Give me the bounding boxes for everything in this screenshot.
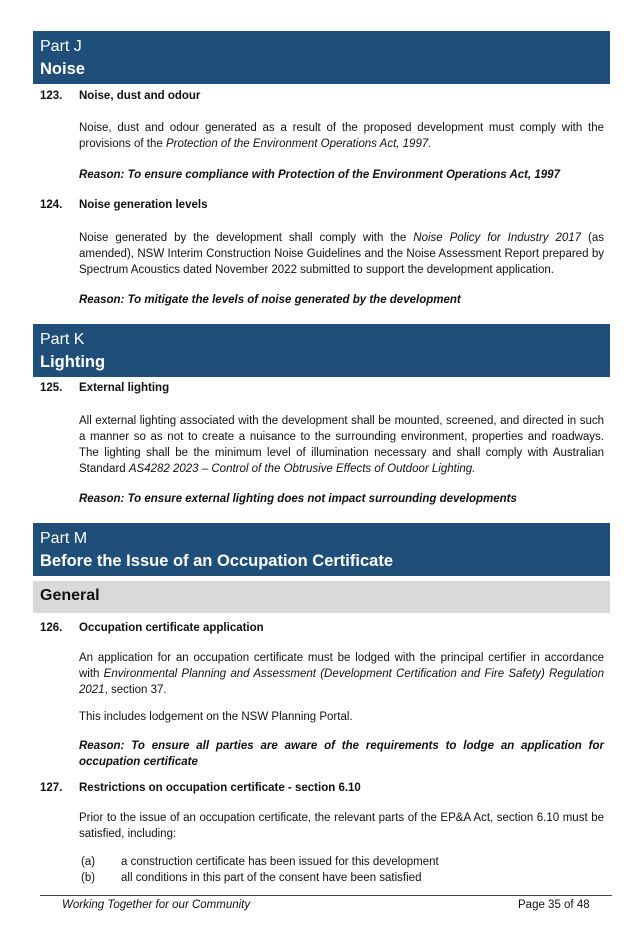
footer-tagline: Working Together for our Community xyxy=(62,899,251,911)
clause-title: Restrictions on occupation certificate - section 6.10 xyxy=(79,782,361,794)
part-m-title: Before the Issue of an Occupation Certificate xyxy=(40,552,393,570)
clause-title: External lighting xyxy=(79,382,170,394)
clause-126-body xyxy=(79,650,604,698)
part-k-title: Lighting xyxy=(40,353,106,371)
clause-124-body xyxy=(79,230,604,278)
policy-name: Noise Policy for Industry 2017 xyxy=(413,232,582,244)
clause-126-heading xyxy=(40,622,264,634)
list-label: (a) xyxy=(81,856,96,868)
clause-125-heading xyxy=(40,382,169,394)
part-k-header xyxy=(33,324,610,377)
clause-124-reason: Reason: To mitigate the levels of noise generated by the development xyxy=(79,294,461,306)
list-item xyxy=(81,854,439,870)
clause-125-reason: Reason: To ensure external lighting does not impact surrounding developments xyxy=(79,493,517,505)
body-text: (as amended), NSW Interim Construction Noise Guidelines and the Noise Assessment Report prepared by Spectrum Acoustics dated November 2022 submitted to support the development application. xyxy=(79,232,604,276)
body-text: , section 37. xyxy=(104,684,167,696)
part-m-header xyxy=(33,523,610,576)
regulation-name: Environmental Planning and Assessment (Development Certification and Fire Safety) Regulation 2021 xyxy=(79,668,604,696)
part-j-label: Part J xyxy=(40,38,82,55)
footer-divider xyxy=(40,895,612,896)
list-text: all conditions in this part of the consent have been satisfied xyxy=(121,872,422,884)
clause-title: Occupation certificate application xyxy=(79,622,264,634)
list-item xyxy=(81,870,421,886)
body-text: An application for an occupation certificate must be lodged with the principal certifier in accordance with xyxy=(79,652,604,680)
clause-number: 127. xyxy=(40,782,63,794)
part-k-label: Part K xyxy=(40,331,85,348)
clause-125-body xyxy=(79,413,604,477)
clause-title: Noise generation levels xyxy=(79,199,208,211)
standard-name: AS4282 2023 – Control of the Obtrusive Effects of Outdoor Lighting. xyxy=(128,463,476,475)
part-j-header xyxy=(33,31,610,84)
clause-number: 126. xyxy=(40,622,63,634)
list-label: (b) xyxy=(81,872,96,884)
clause-127-heading xyxy=(40,782,361,794)
clause-number: 125. xyxy=(40,382,63,394)
clause-123-heading xyxy=(40,90,200,102)
clause-123-body xyxy=(79,120,604,152)
clause-123-reason: Reason: To ensure compliance with Protection of the Environment Operations Act, 1997 xyxy=(79,169,560,181)
clause-126-reason: Reason: To ensure all parties are aware of the requirements to lodge an application for occupation certificate xyxy=(79,740,604,768)
clause-number: 123. xyxy=(40,90,63,102)
clause-124-heading xyxy=(40,199,207,211)
clause-title: Noise, dust and odour xyxy=(79,90,201,102)
clause-126-body-2: This includes lodgement on the NSW Planning Portal. xyxy=(79,711,353,723)
clause-127-body: Prior to the issue of an occupation certificate, the relevant parts of the EP&A Act, section 6.10 must be satisfied, including: xyxy=(79,812,604,840)
body-text: Noise, dust and odour generated as a result of the proposed development must comply with the provisions of the xyxy=(79,122,604,150)
page-number: Page 35 of 48 xyxy=(518,899,590,911)
part-m-label: Part M xyxy=(40,530,88,547)
list-text: a construction certificate has been issued for this development xyxy=(121,856,439,868)
clause-number: 124. xyxy=(40,199,63,211)
body-text: Noise generated by the development shall comply with the xyxy=(79,232,414,244)
part-j-title: Noise xyxy=(40,60,85,78)
act-name: Protection of the Environment Operations Act, 1997. xyxy=(165,138,432,150)
body-text: All external lighting associated with the development shall be mounted, screened, and directed in such a manner so as not to create a nuisance to the surrounding environment, properties and roadways. The lighting shall be the minimum level of illumination necessary and shall comply with Australian Standard xyxy=(79,415,604,475)
general-subheading: General xyxy=(33,581,610,613)
